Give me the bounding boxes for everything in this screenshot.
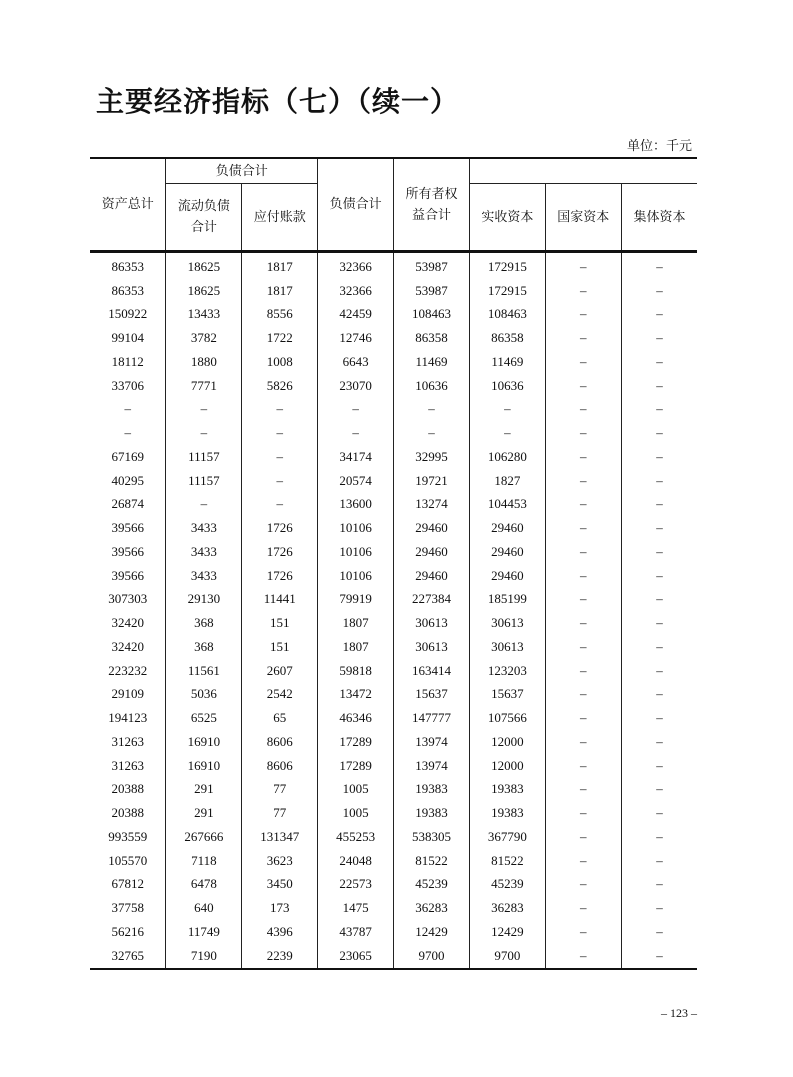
table-cell: 24048	[318, 849, 394, 873]
table-cell: –	[545, 801, 621, 825]
table-cell: 77	[242, 801, 318, 825]
table-cell: 1005	[318, 778, 394, 802]
table-cell: 1475	[318, 896, 394, 920]
table-row	[90, 303, 697, 327]
table-cell: –	[621, 303, 697, 327]
table-cell: –	[621, 754, 697, 778]
table-cell: –	[469, 398, 545, 422]
table-cell: 11749	[166, 920, 242, 944]
table-cell: 19383	[394, 778, 470, 802]
table-cell: –	[545, 754, 621, 778]
table-cell: 368	[166, 611, 242, 635]
table-cell: –	[621, 825, 697, 849]
table-cell: 150922	[90, 303, 166, 327]
table-cell: 1726	[242, 540, 318, 564]
table-cell: –	[545, 493, 621, 517]
table-cell: 29460	[469, 540, 545, 564]
header-owners-equity: 所有者权益合计	[394, 158, 470, 252]
header-collective-capital: 集体资本	[621, 184, 697, 252]
table-cell: 29460	[394, 540, 470, 564]
table-cell: –	[621, 944, 697, 969]
table-cell: –	[621, 801, 697, 825]
table-cell: 67812	[90, 873, 166, 897]
table-cell: –	[545, 635, 621, 659]
table-cell: –	[545, 374, 621, 398]
table-cell: 3782	[166, 326, 242, 350]
table-cell: –	[621, 635, 697, 659]
table-cell: –	[394, 421, 470, 445]
table-cell: 11441	[242, 588, 318, 612]
table-cell: 99104	[90, 326, 166, 350]
table-row	[90, 326, 697, 350]
table-cell: –	[621, 659, 697, 683]
table-cell: 39566	[90, 516, 166, 540]
table-cell: 1880	[166, 350, 242, 374]
table-cell: –	[318, 421, 394, 445]
table-cell: 13974	[394, 730, 470, 754]
table-cell: 33706	[90, 374, 166, 398]
table-cell: –	[545, 849, 621, 873]
table-cell: –	[545, 611, 621, 635]
table-cell: 123203	[469, 659, 545, 683]
table-cell: 37758	[90, 896, 166, 920]
table-cell: 107566	[469, 706, 545, 730]
table-row	[90, 252, 697, 279]
table-cell: 11469	[469, 350, 545, 374]
table-row	[90, 374, 697, 398]
table-row	[90, 350, 697, 374]
table-cell: 10636	[469, 374, 545, 398]
table-cell: 104453	[469, 493, 545, 517]
table-cell: 13472	[318, 683, 394, 707]
header-paid-in-capital: 实收资本	[469, 184, 545, 252]
table-cell: 2607	[242, 659, 318, 683]
table-cell: –	[621, 326, 697, 350]
table-cell: 77	[242, 778, 318, 802]
table-cell: 1817	[242, 252, 318, 279]
table-cell: –	[545, 350, 621, 374]
table-row	[90, 849, 697, 873]
table-cell: 12429	[469, 920, 545, 944]
table-cell: 43787	[318, 920, 394, 944]
table-cell: 30613	[394, 611, 470, 635]
table-cell: 19383	[469, 778, 545, 802]
table-cell: 29460	[394, 516, 470, 540]
table-cell: 23070	[318, 374, 394, 398]
table-cell: 13974	[394, 754, 470, 778]
table-cell: 8606	[242, 754, 318, 778]
table-cell: 20388	[90, 778, 166, 802]
table-cell: 1008	[242, 350, 318, 374]
table-cell: –	[90, 421, 166, 445]
table-cell: 455253	[318, 825, 394, 849]
table-cell: 10106	[318, 564, 394, 588]
table-cell: –	[621, 350, 697, 374]
table-cell: –	[469, 421, 545, 445]
table-cell: –	[545, 825, 621, 849]
table-cell: 151	[242, 635, 318, 659]
table-cell: 4396	[242, 920, 318, 944]
header-total-assets: 资产总计	[90, 158, 166, 252]
table-cell: 227384	[394, 588, 470, 612]
table-cell: 10106	[318, 540, 394, 564]
table-cell: –	[545, 398, 621, 422]
table-cell: 18112	[90, 350, 166, 374]
table-cell: 42459	[318, 303, 394, 327]
table-cell: 12000	[469, 730, 545, 754]
table-cell: –	[242, 398, 318, 422]
table-row	[90, 754, 697, 778]
table-cell: 19383	[469, 801, 545, 825]
table-cell: 1726	[242, 564, 318, 588]
table-cell: 53987	[394, 252, 470, 279]
table-cell: –	[545, 588, 621, 612]
table-row	[90, 398, 697, 422]
table-cell: 65	[242, 706, 318, 730]
header-total-liabilities: 负债合计	[318, 158, 394, 252]
table-cell: 6643	[318, 350, 394, 374]
table-cell: 20388	[90, 801, 166, 825]
table-cell: –	[621, 398, 697, 422]
table-cell: –	[621, 920, 697, 944]
table-cell: 185199	[469, 588, 545, 612]
page-title: 主要经济指标（七）（续一）	[96, 85, 460, 118]
table-cell: 32366	[318, 252, 394, 279]
table-cell: –	[621, 564, 697, 588]
table-cell: 108463	[469, 303, 545, 327]
table-cell: 147777	[394, 706, 470, 730]
table-cell: –	[621, 445, 697, 469]
economic-indicators-table	[90, 157, 697, 970]
table-cell: 11157	[166, 469, 242, 493]
table-cell: 5036	[166, 683, 242, 707]
table-cell: 18625	[166, 279, 242, 303]
table-cell: –	[621, 469, 697, 493]
table-cell: –	[545, 252, 621, 279]
table-cell: –	[621, 516, 697, 540]
table-cell: 106280	[469, 445, 545, 469]
table-cell: 16910	[166, 730, 242, 754]
table-cell: –	[394, 398, 470, 422]
table-cell: –	[545, 920, 621, 944]
table-cell: –	[621, 778, 697, 802]
table-cell: –	[242, 445, 318, 469]
table-row	[90, 683, 697, 707]
table-cell: –	[621, 588, 697, 612]
table-cell: 29130	[166, 588, 242, 612]
table-cell: 39566	[90, 564, 166, 588]
table-cell: 56216	[90, 920, 166, 944]
table-row	[90, 421, 697, 445]
table-cell: 538305	[394, 825, 470, 849]
table-cell: 30613	[469, 635, 545, 659]
table-cell: 36283	[394, 896, 470, 920]
table-cell: 9700	[394, 944, 470, 969]
table-cell: 79919	[318, 588, 394, 612]
table-cell: 1807	[318, 635, 394, 659]
table-cell: –	[545, 326, 621, 350]
table-cell: –	[621, 374, 697, 398]
table-cell: 12000	[469, 754, 545, 778]
table-cell: –	[545, 706, 621, 730]
table-cell: 8606	[242, 730, 318, 754]
table-cell: 29460	[469, 564, 545, 588]
table-cell: 32420	[90, 611, 166, 635]
table-cell: 34174	[318, 445, 394, 469]
table-cell: –	[621, 683, 697, 707]
table-cell: –	[545, 279, 621, 303]
header-accounts-payable: 应付账款	[242, 184, 318, 252]
table-cell: 13274	[394, 493, 470, 517]
table-cell: 291	[166, 801, 242, 825]
table-cell: 172915	[469, 252, 545, 279]
table-cell: 67169	[90, 445, 166, 469]
table-cell: 151	[242, 611, 318, 635]
table-cell: 1726	[242, 516, 318, 540]
table-cell: –	[545, 303, 621, 327]
table-cell: 19383	[394, 801, 470, 825]
table-cell: 267666	[166, 825, 242, 849]
table-row	[90, 825, 697, 849]
table-cell: 3433	[166, 564, 242, 588]
table-cell: –	[166, 421, 242, 445]
table-cell: 291	[166, 778, 242, 802]
table-row	[90, 778, 697, 802]
table-cell: 105570	[90, 849, 166, 873]
table-cell: 1807	[318, 611, 394, 635]
table-cell: 20574	[318, 469, 394, 493]
table-cell: 45239	[394, 873, 470, 897]
table-row	[90, 920, 697, 944]
table-cell: 29460	[469, 516, 545, 540]
table-cell: –	[621, 540, 697, 564]
table-cell: 131347	[242, 825, 318, 849]
table-cell: 86358	[469, 326, 545, 350]
table-row	[90, 540, 697, 564]
table-row	[90, 944, 697, 969]
table-row	[90, 730, 697, 754]
table-cell: 15637	[394, 683, 470, 707]
table-cell: –	[621, 421, 697, 445]
table-cell: –	[621, 611, 697, 635]
table-cell: 11157	[166, 445, 242, 469]
table-header	[90, 158, 697, 252]
table-cell: 18625	[166, 252, 242, 279]
table-cell: 12746	[318, 326, 394, 350]
table-cell: 16910	[166, 754, 242, 778]
table-cell: 30613	[394, 635, 470, 659]
table-row	[90, 896, 697, 920]
table-cell: –	[545, 564, 621, 588]
table-cell: –	[166, 398, 242, 422]
table-row	[90, 706, 697, 730]
table-cell: 19721	[394, 469, 470, 493]
table-cell: 11469	[394, 350, 470, 374]
table-cell: 45239	[469, 873, 545, 897]
table-cell: –	[545, 469, 621, 493]
table-cell: 993559	[90, 825, 166, 849]
table-cell: 32420	[90, 635, 166, 659]
header-current-liabilities: 流动负债合计	[166, 184, 242, 252]
table-cell: 194123	[90, 706, 166, 730]
table-row	[90, 635, 697, 659]
table-cell: 31263	[90, 754, 166, 778]
table-cell: 53987	[394, 279, 470, 303]
table-cell: 81522	[394, 849, 470, 873]
table-cell: 6478	[166, 873, 242, 897]
table-row	[90, 801, 697, 825]
unit-label: 单位：千元	[626, 139, 692, 154]
table-row	[90, 873, 697, 897]
table-cell: 23065	[318, 944, 394, 969]
table-cell: 8556	[242, 303, 318, 327]
table-cell: 7118	[166, 849, 242, 873]
table-cell: 3433	[166, 540, 242, 564]
table-cell: –	[621, 873, 697, 897]
table-cell: 81522	[469, 849, 545, 873]
table-cell: 12429	[394, 920, 470, 944]
table-cell: –	[621, 279, 697, 303]
table-cell: 3450	[242, 873, 318, 897]
table-cell: –	[621, 252, 697, 279]
table-cell: –	[545, 896, 621, 920]
table-cell: 3433	[166, 516, 242, 540]
table-body	[90, 252, 697, 969]
table-cell: 40295	[90, 469, 166, 493]
table-cell: –	[545, 778, 621, 802]
table-cell: 30613	[469, 611, 545, 635]
table-cell: 32995	[394, 445, 470, 469]
table-cell: 36283	[469, 896, 545, 920]
table-cell: 3623	[242, 849, 318, 873]
table-cell: 86358	[394, 326, 470, 350]
table-cell: –	[545, 873, 621, 897]
table-cell: –	[90, 398, 166, 422]
table-cell: 29460	[394, 564, 470, 588]
table-cell: –	[545, 421, 621, 445]
table-cell: –	[545, 516, 621, 540]
table-cell: 39566	[90, 540, 166, 564]
table-cell: 223232	[90, 659, 166, 683]
table-cell: 46346	[318, 706, 394, 730]
table-cell: –	[621, 730, 697, 754]
table-cell: 368	[166, 635, 242, 659]
table-cell: 29109	[90, 683, 166, 707]
table-row	[90, 611, 697, 635]
table-cell: 108463	[394, 303, 470, 327]
table-cell: 86353	[90, 252, 166, 279]
table-cell: 5826	[242, 374, 318, 398]
table-cell: 1827	[469, 469, 545, 493]
table-cell: 31263	[90, 730, 166, 754]
table-row	[90, 493, 697, 517]
table-cell: 13600	[318, 493, 394, 517]
table-cell: 173	[242, 896, 318, 920]
table-cell: –	[545, 540, 621, 564]
table-cell: 172915	[469, 279, 545, 303]
table-cell: –	[242, 469, 318, 493]
table-cell: –	[621, 706, 697, 730]
table-cell: 59818	[318, 659, 394, 683]
table-cell: 1005	[318, 801, 394, 825]
table-cell: 163414	[394, 659, 470, 683]
table-cell: –	[545, 683, 621, 707]
table-row	[90, 279, 697, 303]
table-cell: –	[166, 493, 242, 517]
table-cell: –	[545, 445, 621, 469]
table-cell: 6525	[166, 706, 242, 730]
table-cell: 17289	[318, 754, 394, 778]
table-row	[90, 659, 697, 683]
table-cell: 2542	[242, 683, 318, 707]
table-cell: –	[621, 896, 697, 920]
table-cell: 1722	[242, 326, 318, 350]
table-cell: –	[545, 730, 621, 754]
table-cell: 10106	[318, 516, 394, 540]
table-cell: 10636	[394, 374, 470, 398]
table-cell: 32765	[90, 944, 166, 969]
table-cell: 7190	[166, 944, 242, 969]
table-cell: 22573	[318, 873, 394, 897]
table-cell: 13433	[166, 303, 242, 327]
table-cell: 640	[166, 896, 242, 920]
page-number: – 123 –	[661, 1006, 697, 1020]
table-row	[90, 588, 697, 612]
table-cell: 11561	[166, 659, 242, 683]
header-liabilities-group: 负债合计	[166, 158, 318, 184]
table-row	[90, 469, 697, 493]
table-cell: 367790	[469, 825, 545, 849]
table-cell: 7771	[166, 374, 242, 398]
table-cell: –	[545, 659, 621, 683]
table-row	[90, 564, 697, 588]
table-cell: 1817	[242, 279, 318, 303]
table-cell: –	[621, 493, 697, 517]
table-cell: 86353	[90, 279, 166, 303]
header-capital-group	[469, 158, 697, 184]
table-cell: –	[545, 944, 621, 969]
table-cell: 2239	[242, 944, 318, 969]
table-cell: 26874	[90, 493, 166, 517]
table-cell: 32366	[318, 279, 394, 303]
table-cell: 307303	[90, 588, 166, 612]
table-cell: –	[621, 849, 697, 873]
table-cell: 9700	[469, 944, 545, 969]
table-cell: –	[242, 493, 318, 517]
table-row	[90, 516, 697, 540]
table-row	[90, 445, 697, 469]
header-state-capital: 国家资本	[545, 184, 621, 252]
table-cell: –	[318, 398, 394, 422]
table-cell: –	[242, 421, 318, 445]
table-cell: 15637	[469, 683, 545, 707]
table-cell: 17289	[318, 730, 394, 754]
